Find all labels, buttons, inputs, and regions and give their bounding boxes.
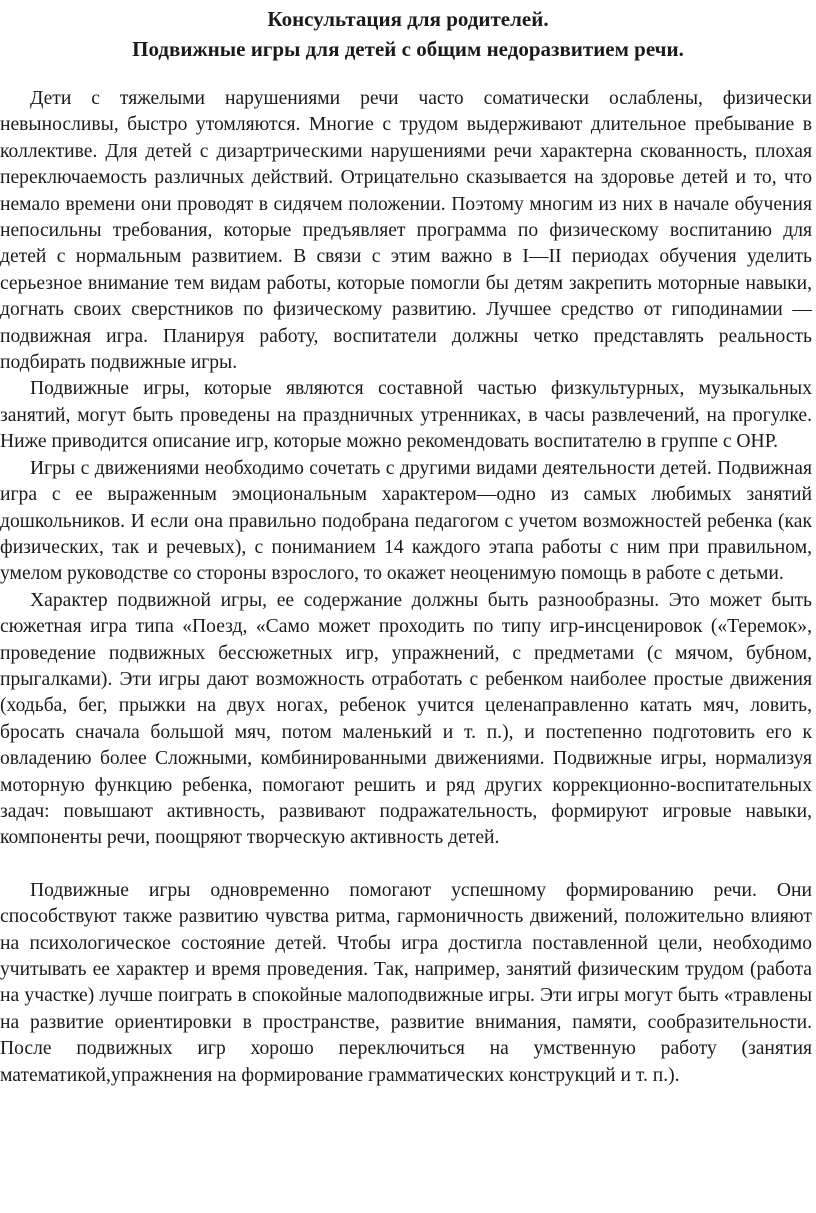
title-line-2: Подвижные игры для детей с общим недоразвитием речи. xyxy=(132,37,684,61)
paragraph-1: Дети с тяжелыми нарушениями речи часто соматически ослаблены, физически невыносливы, быстро утомляются. Многие с трудом выдерживают длительное пребывание в коллективе. Для детей с дизартрическими нарушениями речи характерна скованность, плохая переключаемость различных действий. Отрицательно сказывается на здоровье детей и то, что немало времени они проводят в сидячем положении. Поэтому многим из них в начале обучения непосильны требования, которые предъявляет программа по физическому воспитанию для детей с нормальным развитием. В связи с этим важно в I—II периодах обучения уделить серьезное внимание тем видам работы, которые помогли бы детям закрепить моторные навыки, догнать своих сверстников по физическому развитию. Лучшее средство от гиподинамии — подвижная игра. Планируя работу, воспитатели должны четко представлять реальность подбирать подвижные игры. xyxy=(0,88,812,374)
paragraph-4: Характер подвижной игры, ее содержание должны быть разнообразны. Это может быть сюжетная игра типа «Поезд, «Само может проходить по типу игр-инсценировок («Теремок», проведение подвижных бессюжетных игр, упражнений, с предметами (с мячом, бубном, прыгалками). Эти игры дают возможность отработать с ребенком наиболее простые движения (ходьба, бег, прыжки на двух ногах, ребенок учится целенаправленно катать мяч, ловить, бросать сначала большой мяч, потом маленький и т. п.), и постепенно подготовить его к овладению более Сложными, комбинированными движениями. Подвижные игры, нормализуя моторную функцию ребенка, помогают решить и ряд других коррекционно-воспитательных задач: повышают активность, развивают подражательность, формируют игровые навыки, компоненты речи, поощряют творческую активность детей. xyxy=(0,589,812,849)
paragraph-2: Подвижные игры, которые являются составной частью физкультурных, музыкальных занятий, могут быть проведены на праздничных утренниках, в часы развлечений, на прогулке. Ниже приводится описание игр, которые можно рекомендовать воспитателю в группе с ОНР. xyxy=(0,378,812,453)
document-body xyxy=(0,86,812,1089)
document-title xyxy=(0,4,816,64)
paragraph-5: Подвижные игры одновременно помогают успешному формированию речи. Они способствуют также развитию чувства ритма, гармоничность движений, положительно влияют на психологическое состояние детей. Чтобы игра достигла поставленной цели, необходимо учитывать ее характер и время проведения. Так, например, занятий физическим трудом (работа на участке) лучше поиграть в спокойные малоподвижные игры. Эти игры могут быть «травлены на развитие ориентировки в пространстве, развитие внимания, памяти, сообразительности. После подвижных игр хорошо переключиться на умственную работу (занятия математикой,упражнения на формирование грамматических конструкций и т. п.). xyxy=(0,879,812,1086)
paragraph-3: Игры с движениями необходимо сочетать с другими видами деятельности детей. Подвижная игра с ее выраженным эмоциональным характером—одно из самых любимых занятий дошкольников. И если она правильно подобрана педагогом с учетом возможностей ребенка (как физических, так и речевых), с пониманием 14 каждого этапа работы с ним при правильном, умелом руководстве со стороны взрослого, то окажет неоценимую помощь в работе с детьми. xyxy=(0,457,812,585)
title-line-1: Консультация для родителей. xyxy=(267,7,549,31)
